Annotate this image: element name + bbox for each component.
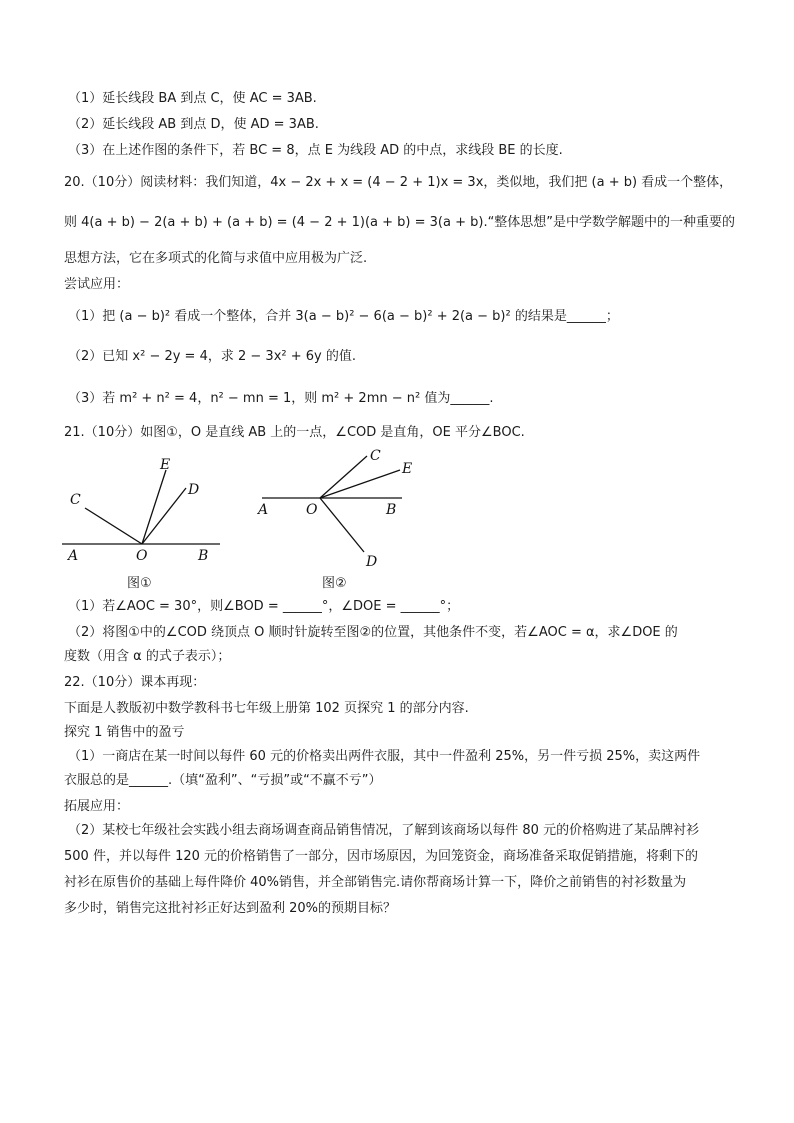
q22-part1-line1: （1）一商店在某一时间以每件 60 元的价格卖出两件衣服，其中一件盈利 25%，另一件亏损 25%，卖这两件 — [68, 749, 701, 764]
fig1-ray-oe — [142, 470, 166, 544]
q22-heading2: 拓展应用： — [64, 799, 130, 814]
q22-source: 下面是人教版初中数学教科书七年级上册第 102 页探究 1 的部分内容. — [64, 701, 469, 716]
fig2-ray-od — [320, 498, 364, 552]
q22-part2-line1: （2）某校七年级社会实践小组去商场调查商品销售情况，了解到该商场以每件 80 元的价格购进了某品牌衬衫 — [68, 823, 700, 838]
fig2-label-o: O — [306, 502, 318, 518]
q21-part2-line2: 度数（用含 α 的式子表示）； — [64, 649, 231, 664]
q22-part1-line2: 衣服总的是______.（填“盈利”、“亏损”或“不赢不亏”） — [64, 773, 382, 788]
q20-part1: （1）把 (a − b)² 看成一个整体，合并 3(a − b)² − 6(a − b)² + 2(a − b)² 的结果是______； — [68, 309, 619, 324]
fig2-label-b: B — [386, 502, 397, 518]
q20-intro-line3: 思想方法，它在多项式的化简与求值中应用极为广泛. — [64, 251, 368, 266]
fig2-ray-oc — [320, 456, 367, 498]
q19-part1: （1）延长线段 BA 到点 C，使 AC = 3AB. — [68, 91, 317, 106]
fig1-label-b: B — [198, 548, 209, 564]
q22-part2-line2: 500 件，并以每件 120 元的价格销售了一部分，因市场原因，为回笼资金，商场准备采取促销措施，将剩下的 — [64, 849, 699, 864]
figure-1 — [60, 450, 230, 570]
q19-part2: （2）延长线段 AB 到点 D，使 AD = 3AB. — [68, 117, 319, 132]
fig2-ray-oe — [320, 470, 400, 498]
fig2-label-d: D — [366, 554, 378, 570]
q20-intro-line2: 则 4(a + b) − 2(a + b) + (a + b) = (4 − 2 + 1)(a + b) = 3(a + b).“整体思想”是中学数学解题中的一种重要的 — [64, 215, 736, 230]
q19-part3: （3）在上述作图的条件下，若 BC = 8，点 E 为线段 AD 的中点，求线段 BE 的长度. — [68, 143, 563, 158]
q20-part3: （3）若 m² + n² = 4，n² − mn = 1，则 m² + 2mn − n² 值为______. — [68, 391, 494, 406]
q22-topic: 探究 1 销售中的盈亏 — [64, 725, 185, 740]
q20-part2: （2）已知 x² − 2y = 4，求 2 − 3x² + 6y 的值. — [68, 349, 356, 364]
fig2-label-a: A — [258, 502, 269, 518]
q22-part2-line4: 多少时，销售完这批衬衫正好达到盈利 20%的预期目标？ — [64, 901, 397, 916]
fig1-label-o: O — [136, 548, 148, 564]
fig1-label-e: E — [160, 457, 171, 473]
fig1-label-a: A — [68, 548, 79, 564]
q21-part2-line1: （2）将图①中的∠COD 绕顶点 O 顺时针旋转至图②的位置，其他条件不变，若∠AOC = α，求∠DOE 的 — [68, 625, 678, 640]
figure-2-caption: 图② — [322, 576, 347, 591]
q20-heading: 尝试应用： — [64, 277, 130, 292]
fig1-ray-od — [142, 488, 186, 544]
fig2-label-c: C — [370, 448, 381, 464]
fig1-ray-oc — [85, 508, 142, 544]
fig1-label-c: C — [70, 492, 81, 508]
fig1-label-d: D — [188, 482, 200, 498]
q22-part2-line3: 衬衫在原售价的基础上每件降价 40%销售，并全部销售完.请你帮商场计算一下，降价之前销售的衬衫数量为 — [64, 875, 687, 890]
q20-intro-line1: 20.（10分）阅读材料：我们知道，4x − 2x + x = (4 − 2 + 1)x = 3x，类似地，我们把 (a + b) 看成一个整体， — [64, 175, 733, 190]
figure-1-caption: 图① — [127, 576, 152, 591]
q21-intro: 21.（10分）如图①，O 是直线 AB 上的一点，∠COD 是直角，OE 平分∠BOC. — [64, 425, 525, 440]
figure-2 — [250, 442, 420, 572]
q21-part1: （1）若∠AOC = 30°，则∠BOD = ______°，∠DOE = ______°； — [68, 599, 460, 614]
q22-intro: 22.（10分）课本再现： — [64, 675, 206, 690]
fig2-label-e: E — [402, 461, 413, 477]
